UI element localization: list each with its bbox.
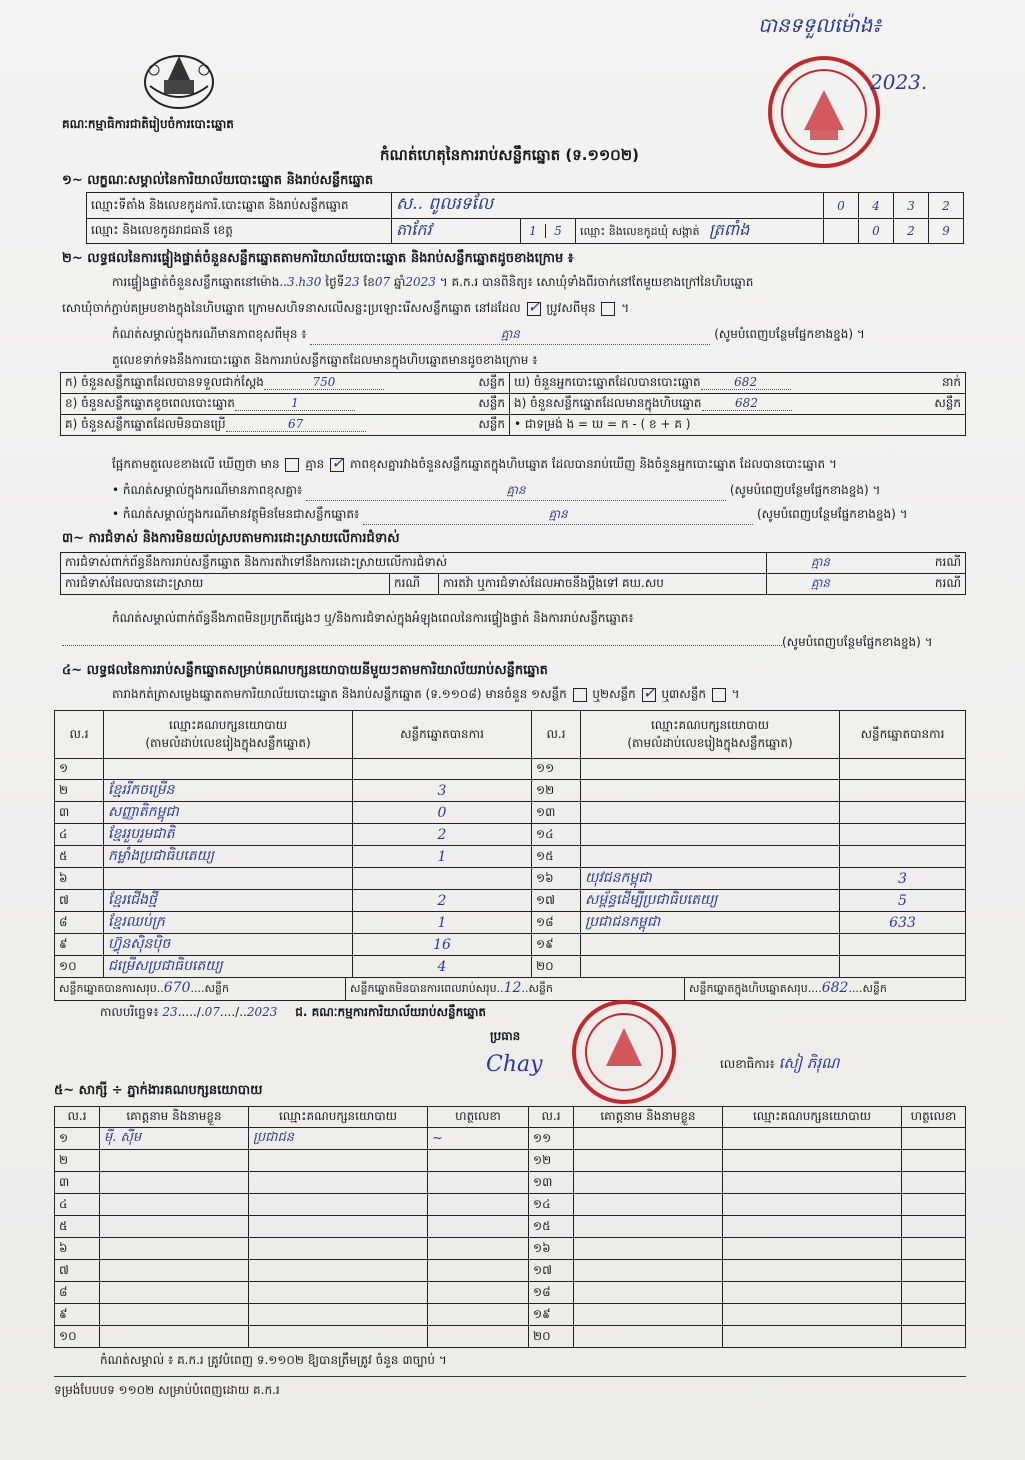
witness-row-no: ១	[55, 1128, 100, 1150]
irregularity-fill-hint: (សូមបំពេញបន្ថែមផ្នែកខាងខ្នង) ។	[782, 635, 933, 649]
witness-party	[723, 1260, 902, 1282]
remark3-label: • កំណត់សម្គាល់ក្នុងករណីមានវត្ថុមិនមែនជាសន្លឹកឆ្នោត៖	[112, 507, 360, 521]
verification-time: 3.h30	[286, 275, 322, 289]
w-col-party-right: ឈ្មោះគណបក្សនយោបាយ	[723, 1107, 902, 1128]
witness-name	[574, 1216, 723, 1238]
party-votes: 3	[353, 780, 532, 802]
date-day: 23	[162, 1005, 178, 1019]
party-votes: 4	[353, 956, 532, 978]
total-invalid-value: 12	[503, 980, 522, 996]
witness-row-no: ៤	[55, 1194, 100, 1216]
seal-line: សោឃុំចាក់ភ្ជាប់គម្របខាងក្នុងនៃហិបឆ្នោត ក្រោមសហិទនាសលើសន្លះប្រឡោះរើសសន្លឹកឆ្នោត នៅដដែល ✓ ប្រូវសពីមុន ។	[62, 296, 630, 316]
verification-line	[112, 274, 972, 292]
one-sheet-checkbox[interactable]	[573, 688, 587, 702]
location-code-4: 2	[929, 193, 964, 219]
party-name: ជម្រើសប្រជាធិបតេយ្យ	[104, 956, 353, 978]
difference-label: ផ្អែកតាមតួលេខខាងលើ ឃើញថា មាន	[112, 457, 280, 471]
party-name	[581, 824, 840, 846]
witness-party	[723, 1238, 902, 1260]
witness-party	[723, 1150, 902, 1172]
party-row-no: ២	[55, 780, 104, 802]
table-row	[55, 1238, 966, 1260]
resolved-objections-label: ការជំទាស់ដែលបានដោះស្រាយ	[61, 574, 390, 595]
total-valid-value: 670	[163, 980, 191, 996]
witness-signature	[902, 1150, 966, 1172]
party-votes: 1	[353, 846, 532, 868]
witness-name	[100, 1282, 249, 1304]
form-footer: ទម្រង់បែបបទ ១១០២ សម្រាប់បំពេញដោយ គ.ក.រ	[54, 1383, 280, 1397]
witness-party	[249, 1260, 428, 1282]
voters-value: 682	[701, 375, 791, 390]
witness-row-no: ១៥	[529, 1216, 574, 1238]
spoiled-ballots-label: ខ) ចំនួនសន្លឹកឆ្នោតខូចពេលបោះឆ្នោត	[65, 396, 235, 410]
difference-line-end: ភាពខុសគ្នារវាងចំនួនសន្លឹកឆ្នោតក្នុងហិបឆ្នោត ដែលបានរាប់ឃើញ និងចំនួនអ្នកបោះឆ្នោត ដែលបានបោះឆ្នោត ។	[349, 457, 837, 471]
verification-month: 07	[374, 275, 391, 289]
witness-name	[100, 1304, 249, 1326]
verification-line-end: ។ គ.ក.រ បានពិនិត្យ៖ សោឃុំទាំងពីរចាក់នៅតែមួយខាងក្រៅនៃហិបឆ្នោត	[439, 275, 754, 289]
party-votes	[840, 934, 966, 956]
date-label: កាលបរិច្ឆេទ៖	[100, 1005, 159, 1019]
total-box: សន្លឹកឆ្នោតក្នុងហិបឆ្នោតសរុប....682....សន្លឹក	[689, 980, 887, 996]
committee-signature-label: ជ. គណៈកម្មការការិយាល័យរាប់សន្លឹកឆ្នោត	[295, 1005, 487, 1019]
witness-name	[574, 1326, 723, 1348]
table-row	[55, 912, 966, 934]
chair-label: ប្រធាន	[490, 1029, 521, 1043]
spoiled-ballots-value: 1	[235, 396, 355, 411]
party-votes	[353, 868, 532, 890]
witness-row-no: ១៩	[529, 1304, 574, 1326]
commune-code-2: 2	[894, 219, 929, 244]
section1-title: ១~ លក្ខណៈសម្គាល់នៃការិយាល័យបោះឆ្នោត និងរាប់សន្លឹកឆ្នោត	[62, 173, 374, 188]
party-name	[581, 934, 840, 956]
witness-name	[574, 1128, 723, 1150]
party-row-no: ១៨	[532, 912, 581, 934]
witness-party	[249, 1194, 428, 1216]
table-row	[55, 890, 966, 912]
table-row	[55, 824, 966, 846]
party-name: យុវជនកម្ពុជា	[581, 868, 840, 890]
witness-name	[574, 1150, 723, 1172]
party-votes: 0	[353, 802, 532, 824]
witness-party	[249, 1304, 428, 1326]
total-valid: សន្លឹកឆ្នោតបានការសរុប..670....សន្លឹក	[55, 978, 346, 1000]
remark2-label: • កំណត់សម្គាល់ក្នុងករណីមានភាពខុសគ្នា៖	[112, 483, 303, 497]
appeal-label: ការតវ៉ា ឬការជំទាស់ដែលអាចនឹងប្តឹងទៅ គឃ.សប	[439, 574, 767, 595]
remark-line	[112, 326, 972, 345]
province-code-2: 5	[554, 224, 562, 238]
table-row	[55, 1282, 966, 1304]
party-name: ខ្មែរជើងថ្មី	[104, 890, 353, 912]
province-code-1: 1	[521, 224, 546, 238]
witness-name	[574, 1304, 723, 1326]
witness-signature	[428, 1194, 529, 1216]
witness-row-no: ៥	[55, 1216, 100, 1238]
table-row	[55, 956, 966, 978]
party-votes	[840, 802, 966, 824]
party-votes	[353, 759, 532, 780]
party-row-no: ១៣	[532, 802, 581, 824]
verification-year: 2023	[405, 275, 436, 289]
unused-ballots-label: គ) ចំនួនសន្លឹកឆ្នោតដែលមិនបានប្រើ	[65, 417, 226, 431]
witness-name	[574, 1260, 723, 1282]
difference-line	[112, 452, 972, 474]
table-row	[55, 780, 966, 802]
secretary-name: សៀ ភិរុណ	[778, 1054, 840, 1072]
seal-checkbox-different[interactable]	[601, 302, 615, 316]
party-name	[104, 868, 353, 890]
party-row-no: ១៧	[532, 890, 581, 912]
secretary-line: លេខាធិការ៖ សៀ ភិរុណ	[720, 1054, 840, 1072]
w-col-party: ឈ្មោះគណបក្សនយោបាយ	[249, 1107, 428, 1128]
witness-signature	[902, 1282, 966, 1304]
party-votes	[840, 759, 966, 780]
w-col-sign-right: ហត្ថលេខា	[902, 1107, 966, 1128]
formula: • ជាទម្រង់ ង = ឃ = ក - ( ខ + គ )	[510, 415, 966, 436]
party-row-no: ១៥	[532, 846, 581, 868]
party-name	[581, 956, 840, 978]
remark3-value: គ្មាន	[363, 506, 753, 525]
witness-signature	[428, 1172, 529, 1194]
party-votes: 633	[840, 912, 966, 934]
remark2-value: គ្មាន	[306, 482, 726, 501]
table-row	[55, 846, 966, 868]
party-row-no: ១១	[532, 759, 581, 780]
location-code-1: 0	[824, 193, 859, 219]
witness-name	[100, 1194, 249, 1216]
witness-party	[723, 1304, 902, 1326]
numbers-intro: តួលេខទាក់ទងនឹងការបោះឆ្នោត និងការរាប់សន្លឹកឆ្នោតដែលមានក្នុងហិបឆ្នោតមានដូចខាងក្រោម ៖	[112, 353, 538, 367]
witness-name	[574, 1172, 723, 1194]
witness-party	[249, 1282, 428, 1304]
witness-party	[249, 1172, 428, 1194]
box-ballots-value: 682	[702, 396, 792, 411]
remark2-line	[112, 482, 972, 501]
witness-party	[723, 1128, 902, 1150]
witness-signature	[428, 1260, 529, 1282]
witness-name	[574, 1194, 723, 1216]
seal-checkbox-same[interactable]: ✓	[527, 296, 541, 316]
party-name: សញ្ញាតិកម្ពុជា	[104, 802, 353, 824]
table-row	[55, 1304, 966, 1326]
w-col-sign: ហត្ថលេខា	[428, 1107, 529, 1128]
location-label: ឈ្មោះទីតាំង និងលេខកូដការិ.បោះឆ្នោត និងរាប់សន្លឹកឆ្នោត	[87, 193, 392, 219]
date-line: កាលបរិច្ឆេទ៖ 23...../.07..../..2023 ជ. គណៈកម្មការការិយាល័យរាប់សន្លឹកឆ្នោត	[100, 1005, 487, 1019]
witness-row-no: ១៨	[529, 1282, 574, 1304]
year-label: ឆ្នាំ	[393, 275, 406, 289]
two-sheet-label: ឬ២សន្លឹក	[592, 687, 636, 701]
received-note: បានទទួលម៉ោង៖	[758, 13, 882, 37]
case-label: ករណី	[934, 576, 961, 590]
table-row	[55, 1172, 966, 1194]
month-label: ខែ	[363, 275, 375, 289]
tally-sheet-intro: តារាងកត់ត្រាសម្លេងឆ្នោតតាមការិយាល័យបោះឆ្នោត និងរាប់សន្លឹកឆ្នោត (ទ.១១០៨) មានចំនួន ១សន្លឹក	[112, 687, 567, 701]
objections-value: គ្មាន	[811, 555, 831, 569]
irregularity-fill-line	[62, 634, 966, 652]
unit-label: សន្លឹក	[478, 375, 505, 389]
witness-row-no: ១៦	[529, 1238, 574, 1260]
unit-person-label: នាក់	[941, 375, 961, 389]
witness-table	[54, 1106, 966, 1348]
table-row	[55, 1128, 966, 1150]
table-row	[55, 1150, 966, 1172]
witness-row-no: ៦	[55, 1238, 100, 1260]
footer-divider	[54, 1376, 966, 1377]
difference-yes-checkbox[interactable]	[285, 458, 299, 472]
remark-label: កំណត់សម្គាល់ក្នុងករណីមានភាពខុសពីមុន ៖	[112, 327, 307, 341]
verification-day: 23	[344, 275, 360, 289]
box-ballots-label: ង) ចំនួនសន្លឹកឆ្នោតដែលមានក្នុងហិបឆ្នោត	[514, 396, 702, 410]
witness-signature	[902, 1172, 966, 1194]
witness-name	[100, 1326, 249, 1348]
witness-signature	[902, 1128, 966, 1150]
three-sheet-label: ឬ៣សន្លឹក	[661, 687, 706, 701]
remark-value: គ្មាន	[310, 326, 710, 345]
party-name: ខ្មែររីកចម្រើន	[104, 780, 353, 802]
case-label: ករណី	[390, 574, 439, 595]
witness-row-no: ១១	[529, 1128, 574, 1150]
col-party: ឈ្មោះគណបក្សនយោបាយ (តាមលំដាប់លេខរៀងក្នុងសន្លឹកឆ្នោត)	[104, 711, 353, 759]
difference-no-label: គ្មាន	[305, 457, 325, 471]
party-row-no: ៥	[55, 846, 104, 868]
section4-title: ៤~ លទ្ធផលនៃការរាប់សន្លឹកឆ្នោតសម្រាប់គណបក្សនយោបាយនីមួយៗតាមការិយាល័យរាប់សន្លឹកឆ្នោត	[62, 663, 548, 678]
party-name: ខ្មែរឈប់ក្រ	[104, 912, 353, 934]
province-label: ឈ្មោះ និងលេខកូដរាជធានី ខេត្ត	[91, 223, 233, 237]
col-votes-right: សន្លឹកឆ្នោតបានការ	[840, 711, 966, 759]
witness-name	[574, 1238, 723, 1260]
total-invalid: សន្លឹកឆ្នោតមិនបានការពេលរាប់សរុប..12..សន្លឹក	[346, 978, 685, 1000]
witness-party	[249, 1150, 428, 1172]
case-label: ករណី	[934, 555, 961, 569]
witness-name	[100, 1238, 249, 1260]
witness-signature	[902, 1216, 966, 1238]
party-votes: 2	[353, 890, 532, 912]
witness-party	[723, 1216, 902, 1238]
secretary-label: លេខាធិការ	[720, 1057, 770, 1071]
witness-party	[249, 1326, 428, 1348]
remark2-fill-hint: (សូមបំពេញបន្ថែមផ្នែកខាងខ្នង) ។	[729, 483, 881, 497]
tally-sheet-line: តារាងកត់ត្រាសម្លេងឆ្នោតតាមការិយាល័យបោះឆ្នោត និងរាប់សន្លឹកឆ្នោត (ទ.១១០៨) មានចំនួន ១សន្លឹក ឬ២សន្លឹក ✓ ឬ៣សន្លឹក ។	[112, 682, 740, 702]
witness-signature	[902, 1238, 966, 1260]
appeal-value: គ្មាន	[811, 576, 831, 590]
party-row-no: ១០	[55, 956, 104, 978]
witness-signature	[428, 1238, 529, 1260]
w-col-name-right: គោត្តនាម និងនាមខ្លួន	[574, 1107, 723, 1128]
commune-label: ឈ្មោះ និងលេខកូដឃុំ សង្កាត់	[580, 225, 700, 238]
witness-name	[100, 1172, 249, 1194]
section3-title: ៣~ ការជំទាស់ និងការមិនយល់ស្របតាមការដោះស្រាយលើការជំទាស់	[62, 531, 400, 546]
witness-row-no: ២	[55, 1150, 100, 1172]
witness-party	[249, 1216, 428, 1238]
party-row-no: ១២	[532, 780, 581, 802]
witness-name	[100, 1150, 249, 1172]
party-name	[581, 846, 840, 868]
party-results-table	[54, 710, 966, 1001]
col-party-right: ឈ្មោះគណបក្សនយោបាយ (តាមលំដាប់លេខរៀងក្នុងសន្លឹកឆ្នោត)	[581, 711, 840, 759]
date-year: 2023	[246, 1005, 278, 1019]
unit-label: សន្លឹក	[478, 417, 505, 431]
witness-signature	[428, 1282, 529, 1304]
table-row	[55, 868, 966, 890]
unit-label: សន្លឹក	[934, 396, 961, 410]
unit-label: សន្លឹក	[478, 396, 505, 410]
location-value: ស.. ពូលរទលែ	[392, 193, 824, 219]
voters-label: ឃ) ចំនួនអ្នកបោះឆ្នោតដែលបានបោះឆ្នោត	[514, 375, 701, 389]
table-row	[55, 1216, 966, 1238]
committee-stamp-icon	[560, 996, 690, 1106]
witness-signature: ~	[428, 1128, 529, 1150]
witness-row-no: ២០	[529, 1326, 574, 1348]
party-name: ហ៊្វុនស៊ិនប៉ិច	[104, 934, 353, 956]
commune-value: ត្រពាំង	[709, 220, 750, 239]
party-votes	[840, 780, 966, 802]
party-name	[581, 802, 840, 824]
witness-row-no: ៨	[55, 1282, 100, 1304]
party-row-no: ២០	[532, 956, 581, 978]
witness-party: ប្រជាជន	[249, 1128, 428, 1150]
witness-row-no: ៧	[55, 1260, 100, 1282]
witness-row-no: ៩	[55, 1304, 100, 1326]
commune-code-1: 0	[859, 219, 894, 244]
witness-signature	[902, 1326, 966, 1348]
party-votes	[840, 824, 966, 846]
verification-time-label: ការផ្ទៀងផ្ទាត់ចំនួនសន្លឹកឆ្នោតនៅម៉ោង..	[112, 275, 287, 289]
witness-party	[723, 1194, 902, 1216]
remark-fill-hint: (សូមបំពេញបន្ថែមផ្នែកខាងខ្នង) ។	[714, 327, 865, 341]
location-code-3: 3	[894, 193, 929, 219]
table-row	[55, 802, 966, 824]
party-votes: 3	[840, 868, 966, 890]
seal-same-label: ប្រូវសពីមុន	[546, 301, 596, 315]
location-code-2: 4	[859, 193, 894, 219]
objections-table	[60, 552, 966, 595]
witness-party	[249, 1238, 428, 1260]
witness-name	[100, 1260, 249, 1282]
party-row-no: ៣	[55, 802, 104, 824]
party-votes: 1	[353, 912, 532, 934]
party-votes: 2	[353, 824, 532, 846]
received-date: 2023.	[870, 70, 928, 94]
total-box-value: 682	[821, 980, 849, 996]
table-row	[55, 1326, 966, 1348]
col-no-right: ល.រ	[532, 711, 581, 759]
witness-name	[100, 1216, 249, 1238]
w-col-no-right: ល.រ	[529, 1107, 574, 1128]
party-row-no: ១៦	[532, 868, 581, 890]
party-name: ប្រជាជនកម្ពុជា	[581, 912, 840, 934]
three-sheet-checkbox[interactable]	[712, 688, 726, 702]
day-label: ថ្ងៃទី	[325, 275, 345, 289]
col-no: ល.រ	[55, 711, 104, 759]
footer-note: កំណត់សម្គាល់ ៖ គ.ក.រ ត្រូវបំពេញ ទ.១១០២ ឱ្យបានត្រឹមត្រូវ ចំនួន ៣ច្បាប់ ។	[100, 1353, 447, 1367]
witness-party	[723, 1172, 902, 1194]
party-name: សម្ព័ន្ធដើម្បីប្រជាធិបតេយ្យ	[581, 890, 840, 912]
section2-title: ២~ លទ្ធផលនៃការផ្ទៀងផ្ទាត់ចំនួនសន្លឹកឆ្នោតតាមការិយាល័យបោះឆ្នោត និងរាប់សន្លឹកឆ្នោតដូចខាងក្រោម ៖	[62, 251, 574, 266]
commune-code-3: 9	[929, 219, 964, 244]
party-name	[581, 759, 840, 780]
witness-signature	[428, 1304, 529, 1326]
ballot-numbers-table	[60, 372, 966, 436]
witness-row-no: ១៧	[529, 1260, 574, 1282]
party-row-no: ១	[55, 759, 104, 780]
party-row-no: ១៩	[532, 934, 581, 956]
province-value: តាកែវ	[392, 219, 521, 244]
objections-label: ការជំទាស់ពាក់ព័ន្ធនឹងការរាប់សន្លឹកឆ្នោត និងការតវ៉ាទៅនឹងការដោះស្រាយលើការជំទាស់	[61, 553, 767, 574]
remark3-line	[112, 506, 972, 525]
irregularity-label: កំណត់សម្គាល់ពាក់ព័ន្ធនឹងភាពមិនប្រក្រតីផ្សេងៗ ឬ/និងការជំទាស់ក្នុងអំឡុងពេលនៃការផ្ទៀងផ្ទាត់ និងការរាប់សន្លឹកឆ្នោត៖	[112, 611, 634, 625]
seal-line-text: សោឃុំចាក់ភ្ជាប់គម្របខាងក្នុងនៃហិបឆ្នោត ក្រោមសហិទនាសលើសន្លះប្រឡោះរើសសន្លឹកឆ្នោត នៅដដែល	[62, 301, 521, 315]
witness-party	[723, 1326, 902, 1348]
party-name: កម្លាំងប្រជាធិបតេយ្យ	[104, 846, 353, 868]
form-title: កំណត់ហេតុនៃការរាប់សន្លឹកឆ្នោត (ទ.១១០២)	[380, 146, 640, 164]
difference-no-checkbox[interactable]: ✓	[331, 452, 345, 472]
date-month: 07	[204, 1005, 220, 1019]
official-stamp-icon	[760, 50, 900, 170]
party-votes	[840, 846, 966, 868]
table-row	[55, 934, 966, 956]
table-row	[55, 759, 966, 780]
witness-signature	[428, 1150, 529, 1172]
party-name: ខ្មែររួបរួមជាតិ	[104, 824, 353, 846]
witness-row-no: ១២	[529, 1150, 574, 1172]
party-name	[104, 759, 353, 780]
witness-signature	[428, 1216, 529, 1238]
party-row-no: ១៤	[532, 824, 581, 846]
remark3-fill-hint: (សូមបំពេញបន្ថែមផ្នែកខាងខ្នង) ។	[756, 507, 908, 521]
party-row-no: ៦	[55, 868, 104, 890]
party-row-no: ៩	[55, 934, 104, 956]
table-row	[55, 1194, 966, 1216]
two-sheet-checkbox[interactable]: ✓	[642, 682, 657, 702]
unused-ballots-value: 67	[226, 417, 366, 432]
witness-name	[574, 1282, 723, 1304]
party-votes: 5	[840, 890, 966, 912]
received-ballots-value: 750	[264, 375, 384, 390]
party-row-no: ៤	[55, 824, 104, 846]
witness-row-no: ១០	[55, 1326, 100, 1348]
witness-party	[723, 1282, 902, 1304]
col-votes: សន្លឹកឆ្នោតបានការ	[353, 711, 532, 759]
witness-row-no: ៣	[55, 1172, 100, 1194]
received-ballots-label: ក) ចំនួនសន្លឹកឆ្នោតដែលបានទទួលជាក់ស្តែង	[65, 375, 264, 389]
section5-title: ៥~ សាក្សី ÷ ភ្នាក់ងារគណបក្សនយោបាយ	[54, 1083, 263, 1098]
witness-signature	[902, 1194, 966, 1216]
chair-signature: Chay	[486, 1052, 543, 1077]
table-row	[55, 1260, 966, 1282]
witness-signature	[902, 1260, 966, 1282]
party-row-no: ៧	[55, 890, 104, 912]
nec-logo-icon	[138, 46, 220, 112]
party-row-no: ៨	[55, 912, 104, 934]
committee-name: គណៈកម្មាធិការជាតិរៀបចំការបោះឆ្នោត	[62, 117, 234, 131]
witness-row-no: ១៣	[529, 1172, 574, 1194]
section1-table	[86, 192, 964, 244]
party-name	[581, 780, 840, 802]
party-votes	[840, 956, 966, 978]
party-votes: 16	[353, 934, 532, 956]
witness-name: ម៉ី. ស៊ីម	[100, 1128, 249, 1150]
witness-row-no: ១៤	[529, 1194, 574, 1216]
witness-signature	[902, 1304, 966, 1326]
witness-signature	[428, 1326, 529, 1348]
w-col-no: ល.រ	[55, 1107, 100, 1128]
w-col-name: គោត្តនាម និងនាមខ្លួន	[100, 1107, 249, 1128]
